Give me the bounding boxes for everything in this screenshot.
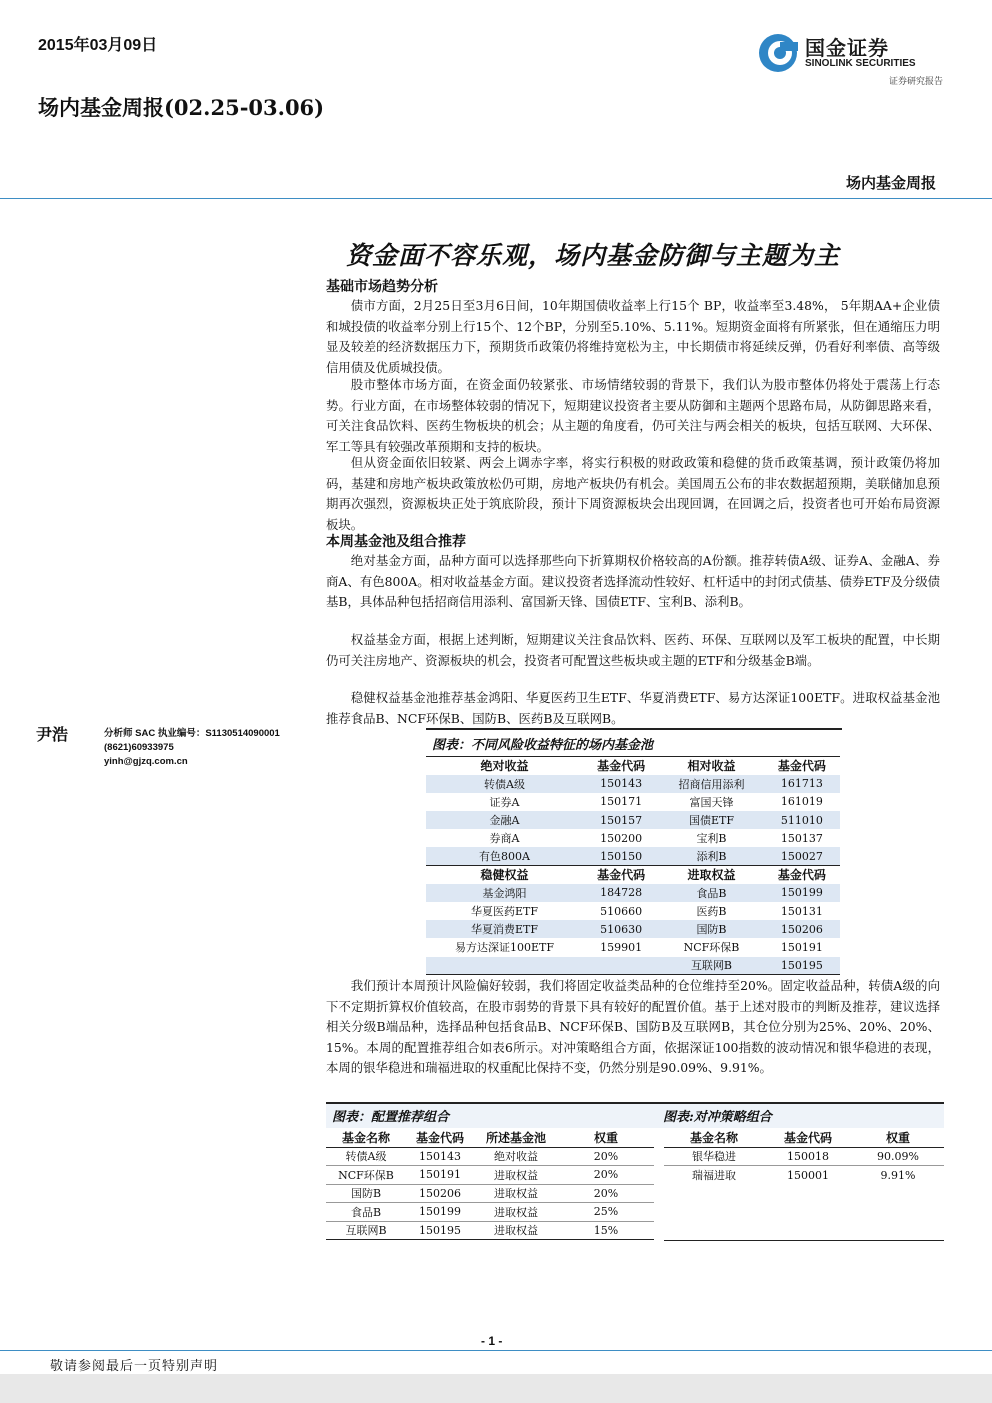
section-title-market: 基础市场趋势分析 bbox=[326, 279, 438, 295]
paragraph-equity-pool: 稳健权益基金池推荐基金鸿阳、华夏医药卫生ETF、华夏消费ETF、易方达深证100ETF。进取权益基金池推荐食品B、NCF环保B、国防B、医药B及互联网B。 bbox=[326, 690, 940, 726]
table-header-row bbox=[426, 757, 840, 775]
table-cell: 150137 bbox=[780, 831, 823, 845]
table-row bbox=[326, 1147, 654, 1166]
table-cell: NCF环保B bbox=[338, 1168, 394, 1182]
table-cell: 医药B bbox=[696, 905, 727, 919]
table-row bbox=[426, 957, 840, 975]
table-cell: 银华稳进 bbox=[692, 1150, 736, 1164]
table-row bbox=[326, 1184, 654, 1203]
table-cell: 150199 bbox=[780, 886, 823, 900]
table-cell: 150143 bbox=[419, 1149, 461, 1163]
table-cell: 国防B bbox=[696, 923, 727, 937]
brand-logo-icon bbox=[757, 32, 799, 74]
table-cell bbox=[583, 957, 659, 975]
table-row bbox=[664, 1147, 944, 1166]
table-cell: NCF环保B bbox=[683, 941, 740, 955]
table-row bbox=[326, 1221, 654, 1240]
table-cell: 招商信用添利 bbox=[678, 777, 745, 791]
table-cell: 25% bbox=[593, 1205, 619, 1219]
table-header: 基金名称 bbox=[341, 1130, 390, 1145]
table-row bbox=[426, 829, 840, 847]
analyst-license: 分析师 SAC 执业编号：S1130514090001 bbox=[104, 728, 280, 739]
table-cell: 有色800A bbox=[479, 850, 530, 864]
table-cell: 150206 bbox=[780, 922, 823, 936]
table-cell: 食品B bbox=[350, 1205, 382, 1219]
table-header: 进取权益 bbox=[687, 868, 736, 883]
table-cell: 20% bbox=[593, 1186, 619, 1200]
table-header: 相对收益 bbox=[687, 759, 736, 774]
table-cell: 添利B bbox=[696, 850, 727, 864]
table-cell: 进取权益 bbox=[494, 1224, 538, 1238]
table-cell: 互联网B bbox=[345, 1224, 387, 1238]
table-header: 基金名称 bbox=[689, 1130, 738, 1145]
table-cell: 瑞福进取 bbox=[692, 1169, 736, 1182]
table-row bbox=[426, 920, 840, 938]
table-cell: 券商A bbox=[489, 832, 520, 846]
headline: 资金面不容乐观，场内基金防御与主题为主 bbox=[346, 241, 841, 270]
table-cell: 华夏医药ETF bbox=[471, 905, 538, 919]
table-header: 基金代码 bbox=[597, 759, 646, 774]
table-cell: 9.91% bbox=[880, 1168, 916, 1182]
table-cell: 150027 bbox=[780, 849, 823, 863]
paragraph-portfolio: 我们预计本周预计风险偏好较弱，我们将固定收益类品种的仓位维持至20%。固定收益品种，转债A级的向下不定期折算权价值较高，在股市弱势的背景下具有较好的配置价值。基于上述对股市的判断及推荐，建议选择相关分级B端品种，选择品种包括食品B、NCF环保B、国防B及互联网B，其仓位分别为25%、20%、20%、15%。本周的配置推荐组合如表6所示。对冲策略组合方面，依据深证100指数的波动情况和银华稳进的表现，本周的银华稳进和瑞福进取的权重配比保持不变，仍然分别是90.09%、9.91%。 bbox=[326, 978, 940, 1076]
table-cell: 证券A bbox=[489, 795, 520, 809]
table-cell: 15% bbox=[593, 1223, 619, 1237]
table-cell: 易方达深证100ETF bbox=[455, 941, 554, 955]
table-row bbox=[426, 847, 840, 865]
table-cell: 150143 bbox=[600, 777, 643, 791]
table-cell: 150191 bbox=[780, 940, 823, 954]
table-cell: 150206 bbox=[419, 1186, 461, 1200]
hedge-table bbox=[664, 1128, 944, 1184]
table-cell: 转债A级 bbox=[345, 1150, 387, 1164]
table-header: 所述基金池 bbox=[485, 1130, 546, 1145]
table-cell: 150200 bbox=[600, 831, 643, 845]
table-header: 基金代码 bbox=[777, 868, 826, 883]
table-header-row bbox=[426, 866, 840, 884]
table-row bbox=[426, 884, 840, 902]
analyst-phone: (8621)60933975 bbox=[104, 742, 174, 753]
paragraph-bond-market: 债市方面，2月25日至3月6日间，10年期国债收益率上行15个 BP，收益率至3.48%， 5年期AA+企业债和城投债的收益率分别上行15个、12个BP，分别至5.10%、5.11%。短期资金面将有所紧张，但在通缩压力明显及较差的经济数据压力下，预期货币政策仍将维持宽松为主，中长期债市将延续反弹，仍看好利率债、高等级信用债及优质城投债。 bbox=[326, 298, 940, 375]
table-cell: 150191 bbox=[419, 1168, 461, 1182]
table-cell: 150018 bbox=[787, 1149, 829, 1163]
table-cell: 510630 bbox=[600, 922, 643, 936]
paragraph-absolute-fund: 绝对基金方面，品种方面可以选择那些向下折算期权价格较高的A份额。推荐转债A级、证券A、金融A、券商A、有色800A。相对收益基金方面。建议投资者选择流动性较好、杠杆适中的封闭式债基、债券ETF及分级债基B，具体品种包括招商信用添利、富国新天锋、国债ETF、宝利B、添利B。 bbox=[326, 553, 940, 610]
alloc-table-caption: 图表：配置推荐组合 bbox=[332, 1110, 450, 1125]
table-cell: 161019 bbox=[780, 795, 823, 809]
pool-table-caption: 图表：不同风险收益特征的场内基金池 bbox=[432, 738, 654, 753]
table-header-row bbox=[326, 1128, 654, 1147]
disclaimer-note: 敬请参阅最后一页特别声明 bbox=[50, 1359, 219, 1374]
table-row bbox=[664, 1166, 944, 1185]
table-cell: 510660 bbox=[600, 904, 643, 918]
table-cell: 基金鸿阳 bbox=[482, 886, 527, 900]
brand-name-cn: 国金证券 bbox=[805, 36, 889, 60]
table-cell: 互联网B bbox=[659, 957, 764, 975]
page-number: - 1 - bbox=[481, 1334, 503, 1348]
table-cell: 进取权益 bbox=[494, 1187, 538, 1201]
table-cell bbox=[426, 957, 583, 975]
table-cell: 150195 bbox=[764, 957, 840, 975]
table-cell: 进取权益 bbox=[494, 1168, 538, 1182]
brand-name-en: SINOLINK SECURITIES bbox=[805, 58, 916, 69]
table-cell: 150199 bbox=[419, 1205, 461, 1219]
footer-band bbox=[0, 1374, 992, 1403]
table-cell: 511010 bbox=[780, 813, 823, 827]
table-cell: 150157 bbox=[600, 813, 643, 827]
table-cell: 国债ETF bbox=[688, 814, 734, 828]
table-cell: 宝利B bbox=[696, 832, 727, 846]
table-cell: 进取权益 bbox=[494, 1205, 538, 1219]
footer-divider bbox=[0, 1350, 992, 1351]
table-row bbox=[426, 902, 840, 920]
table-cell: 食品B bbox=[696, 886, 727, 900]
table-header: 绝对收益 bbox=[480, 759, 529, 774]
table-cell: 90.09% bbox=[877, 1149, 919, 1163]
table-cell: 20% bbox=[593, 1168, 619, 1182]
table-header: 稳健权益 bbox=[480, 868, 529, 883]
table-cell: 绝对收益 bbox=[494, 1150, 538, 1164]
table-row bbox=[426, 775, 840, 793]
table-row bbox=[326, 1166, 654, 1185]
table-cell: 华夏消费ETF bbox=[471, 923, 538, 937]
paragraph-stock-market: 股市整体市场方面，在资金面仍较紧张、市场情绪较弱的背景下，我们认为股市整体仍将处于震荡上行态势。行业方面，在市场整体较弱的情况下，短期建议投资者主要从防御和主题两个思路布局，从防御思路来看，可关注食品饮料、医药生物板块的机会；从主题的角度看，仍可关注与两会相关的板块，包括互联网、大环保、军工等具有较强改革预期和支持的板块。 bbox=[326, 377, 940, 454]
table-header: 权重 bbox=[885, 1130, 910, 1145]
table-cell: 150171 bbox=[600, 795, 643, 809]
report-date: 2015年03月09日 bbox=[38, 37, 158, 54]
analyst-email[interactable]: yinh@gjzq.com.cn bbox=[104, 756, 188, 767]
allocation-table bbox=[326, 1128, 654, 1240]
section-title-fund-pool: 本周基金池及组合推荐 bbox=[326, 534, 466, 550]
table-row bbox=[426, 793, 840, 811]
hedge-table-bottom-rule bbox=[664, 1240, 944, 1241]
table-cell: 150150 bbox=[600, 849, 643, 863]
paragraph-equity-fund: 权益基金方面，根据上述判断，短期建议关注食品饮料、医药、环保、互联网以及军工板块的配置，中长期仍可关注房地产、资源板块的机会，投资者可配置这些板块或主题的ETF和分级基金B端。 bbox=[326, 632, 940, 668]
table-header: 权重 bbox=[593, 1130, 618, 1145]
table-cell: 150131 bbox=[780, 904, 823, 918]
header-divider bbox=[0, 198, 992, 199]
table-cell: 184728 bbox=[600, 886, 643, 900]
table-row bbox=[426, 811, 840, 829]
table-cell: 20% bbox=[593, 1149, 619, 1163]
table-cell: 161713 bbox=[780, 777, 823, 791]
table-cell: 转债A级 bbox=[484, 777, 525, 791]
report-title: 场内基金周报(02.25-03.06) bbox=[38, 95, 325, 120]
table-header-row bbox=[664, 1128, 944, 1147]
brand-subtitle: 证券研究报告 bbox=[888, 77, 943, 87]
paragraph-policy-outlook: 但从资金面依旧较紧、两会上调赤字率，将实行积极的财政政策和稳健的货币政策基调，预计政策仍将加码，基建和房地产板块政策放松仍可期，房地产板块仍有机会。美国周五公布的非农数据超预期，美联储加息预期再次强烈，资源板块正处于筑底阶段，预计下周资源板块会出现回调，在回调之后，投资者也可开始布局资源板块。 bbox=[326, 455, 940, 532]
table-row bbox=[426, 938, 840, 956]
table-cell: 150195 bbox=[419, 1223, 461, 1237]
table-row bbox=[326, 1203, 654, 1222]
brand-logo bbox=[757, 28, 947, 90]
table-cell: 150001 bbox=[787, 1168, 829, 1182]
table-header: 基金代码 bbox=[415, 1130, 464, 1145]
table-header: 基金代码 bbox=[783, 1130, 832, 1145]
analyst-contact bbox=[104, 727, 280, 769]
table-header: 基金代码 bbox=[597, 868, 646, 883]
pool-table-top-rule bbox=[426, 728, 842, 730]
table-cell: 国防B bbox=[350, 1187, 382, 1201]
table-cell: 富国天锋 bbox=[689, 795, 734, 809]
analyst-name: 尹浩 bbox=[36, 725, 69, 744]
hedge-table-caption: 图表:对冲策略组合 bbox=[663, 1110, 772, 1125]
table-cell: 159901 bbox=[600, 940, 643, 954]
fund-pool-table bbox=[426, 756, 840, 975]
table-cell: 金融A bbox=[489, 814, 520, 828]
document-type: 场内基金周报 bbox=[845, 174, 936, 192]
table-header: 基金代码 bbox=[777, 759, 826, 774]
